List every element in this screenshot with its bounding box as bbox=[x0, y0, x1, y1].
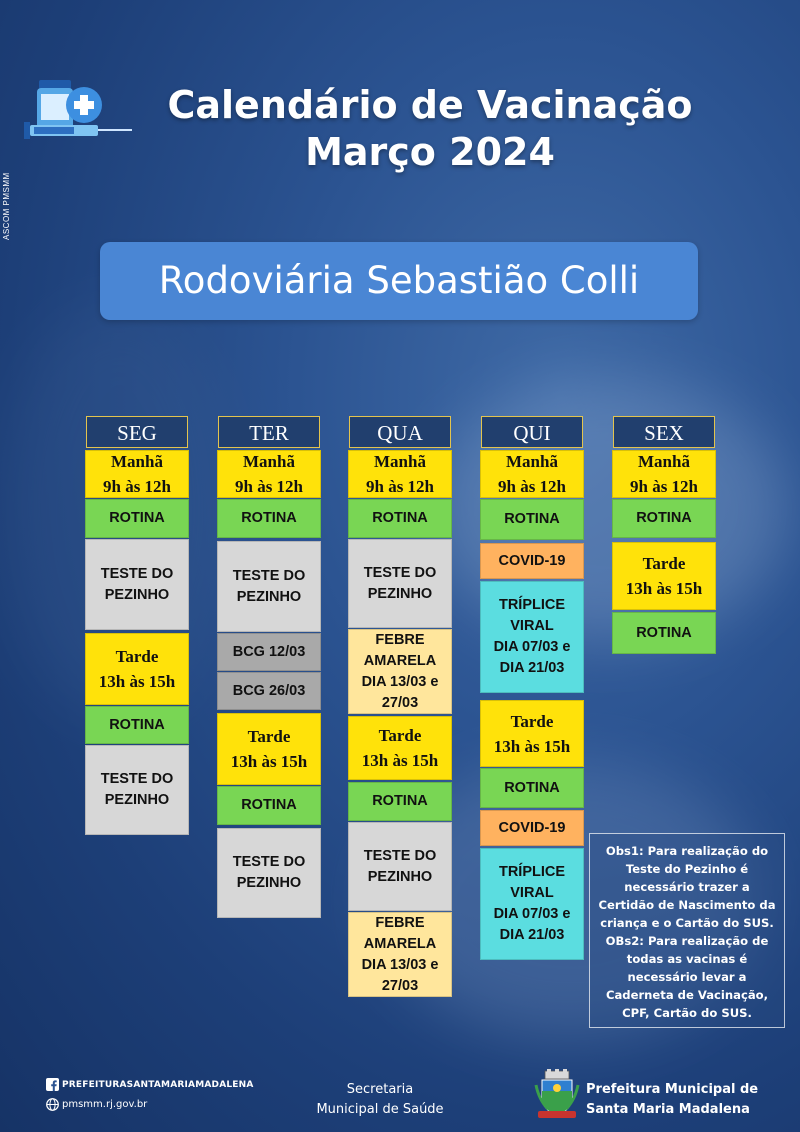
ter-teste-pezinho-2 bbox=[217, 828, 321, 918]
title-line-2: Março 2024 bbox=[305, 130, 555, 174]
ter-rotina-2 bbox=[217, 786, 321, 825]
globe-icon bbox=[46, 1098, 59, 1111]
day-header-ter: TER bbox=[218, 416, 320, 448]
observations-box: Obs1: Para realização do Teste do Pezinho é necessário trazer a Certidão de Nascimento da criança e o Cartão do SUS. OBs2: Para realização de todas as vacinas é necessário levar a Caderneta de Vacinação, CPF, Cartão do SUS. bbox=[589, 833, 785, 1028]
title-line-1: Calendário de Vacinação bbox=[167, 83, 693, 127]
qui-rotina-1 bbox=[480, 499, 584, 540]
qua-febre-amarela-2-text: FEBRE AMARELA DIA 13/03 e 27/03 bbox=[361, 914, 439, 994]
ter-morning-text: Manhã 9h às 12h bbox=[234, 452, 304, 496]
qui-afternoon-text: Tarde 13h às 15h bbox=[493, 711, 571, 756]
secretaria-line-1: Secretaria bbox=[346, 1082, 414, 1097]
location-banner: Rodoviária Sebastião Colli bbox=[100, 242, 698, 320]
seg-teste-pezinho-1 bbox=[85, 539, 189, 630]
qua-rotina-1-text: ROTINA bbox=[372, 510, 428, 526]
prefeitura-line-2: Santa Maria Madalena bbox=[586, 1102, 750, 1117]
day-header-qui: QUI bbox=[481, 416, 583, 448]
qua-morning bbox=[348, 450, 452, 498]
ter-rotina-2-text: ROTINA bbox=[241, 797, 297, 813]
ter-teste-pezinho-1-text: TESTE DO PEZINHO bbox=[232, 567, 306, 605]
secretaria-line-2: Municipal de Saúde bbox=[316, 1102, 444, 1117]
ter-afternoon-text: Tarde 13h às 15h bbox=[230, 727, 308, 771]
qua-febre-amarela-1-text: FEBRE AMARELA DIA 13/03 e 27/03 bbox=[361, 631, 439, 711]
qua-teste-pezinho-1 bbox=[348, 539, 452, 628]
ter-bcg-1 bbox=[217, 633, 321, 671]
page-title bbox=[110, 82, 750, 176]
qua-teste-pezinho-1-text: TESTE DO PEZINHO bbox=[363, 564, 437, 602]
seg-morning-text: Manhã 9h às 12h bbox=[102, 452, 172, 496]
qua-rotina-2-text: ROTINA bbox=[372, 793, 428, 809]
day-header-seg: SEG bbox=[86, 416, 188, 448]
photo-credit: ASCOM PMSMM bbox=[2, 172, 11, 240]
qui-triplice-viral-2 bbox=[480, 848, 584, 960]
ter-rotina-1 bbox=[217, 499, 321, 538]
qua-teste-pezinho-2-text: TESTE DO PEZINHO bbox=[363, 847, 437, 885]
ter-morning bbox=[217, 450, 321, 498]
seg-teste-pezinho-2-text: TESTE DO PEZINHO bbox=[100, 771, 174, 808]
prefeitura-line-1: Prefeitura Municipal de bbox=[586, 1082, 759, 1097]
qua-rotina-1 bbox=[348, 499, 452, 538]
qua-febre-amarela-2 bbox=[348, 912, 452, 997]
day-header-sex: SEX bbox=[613, 416, 715, 448]
facebook-handle: PREFEITURASANTAMARIAMADALENA bbox=[62, 1080, 254, 1090]
qui-covid-1-text: COVID-19 bbox=[498, 552, 566, 569]
coat-of-arms-icon bbox=[532, 1069, 582, 1121]
website-link: pmsmm.rj.gov.br bbox=[62, 1099, 148, 1110]
ter-bcg-2 bbox=[217, 672, 321, 710]
qui-rotina-2-text: ROTINA bbox=[504, 779, 560, 796]
seg-rotina-2-text: ROTINA bbox=[109, 716, 165, 733]
prefeitura-label bbox=[586, 1080, 766, 1120]
ter-rotina-1-text: ROTINA bbox=[241, 510, 297, 526]
ter-teste-pezinho-1 bbox=[217, 541, 321, 632]
sex-morning-text: Manhã 9h às 12h bbox=[629, 452, 699, 496]
qui-triplice-viral-1 bbox=[480, 581, 584, 693]
qua-afternoon bbox=[348, 716, 452, 780]
sex-rotina-1 bbox=[612, 499, 716, 538]
qui-covid-2-text: COVID-19 bbox=[498, 819, 566, 836]
sex-afternoon-text: Tarde 13h às 15h bbox=[625, 554, 703, 598]
sex-rotina-2-text: ROTINA bbox=[636, 624, 692, 641]
sex-afternoon bbox=[612, 542, 716, 610]
seg-rotina-2 bbox=[85, 706, 189, 744]
ter-bcg-1-text: BCG 12/03 bbox=[232, 643, 306, 660]
qui-rotina-1-text: ROTINA bbox=[504, 511, 560, 527]
seg-afternoon bbox=[85, 633, 189, 705]
ter-bcg-2-text: BCG 26/03 bbox=[232, 682, 306, 699]
qua-rotina-2 bbox=[348, 782, 452, 821]
seg-morning bbox=[85, 450, 189, 498]
sex-morning bbox=[612, 450, 716, 498]
qui-covid-1 bbox=[480, 543, 584, 579]
qua-febre-amarela-1 bbox=[348, 629, 452, 714]
seg-teste-pezinho-1-text: TESTE DO PEZINHO bbox=[100, 565, 174, 603]
day-header-qua: QUA bbox=[349, 416, 451, 448]
secretaria-label bbox=[290, 1080, 470, 1120]
qua-teste-pezinho-2 bbox=[348, 822, 452, 911]
qua-morning-text: Manhã 9h às 12h bbox=[365, 452, 435, 496]
ter-teste-pezinho-2-text: TESTE DO PEZINHO bbox=[232, 854, 306, 891]
facebook-icon bbox=[46, 1078, 59, 1091]
qui-triplice-viral-2-text: TRÍPLICE VIRAL DIA 07/03 e DIA 21/03 bbox=[493, 864, 571, 943]
seg-afternoon-text: Tarde 13h às 15h bbox=[98, 647, 176, 691]
qui-morning-text: Manhã 9h às 12h bbox=[497, 452, 567, 496]
seg-rotina-1-text: ROTINA bbox=[109, 510, 165, 526]
qua-afternoon-text: Tarde 13h às 15h bbox=[361, 726, 439, 770]
qui-afternoon bbox=[480, 700, 584, 767]
qui-morning bbox=[480, 450, 584, 498]
sex-rotina-2 bbox=[612, 612, 716, 654]
seg-rotina-1 bbox=[85, 499, 189, 538]
qui-covid-2 bbox=[480, 810, 584, 846]
qui-rotina-2 bbox=[480, 768, 584, 808]
seg-teste-pezinho-2 bbox=[85, 745, 189, 835]
sex-rotina-1-text: ROTINA bbox=[636, 510, 692, 526]
qui-triplice-viral-1-text: TRÍPLICE VIRAL DIA 07/03 e DIA 21/03 bbox=[493, 597, 571, 676]
ter-afternoon bbox=[217, 713, 321, 785]
